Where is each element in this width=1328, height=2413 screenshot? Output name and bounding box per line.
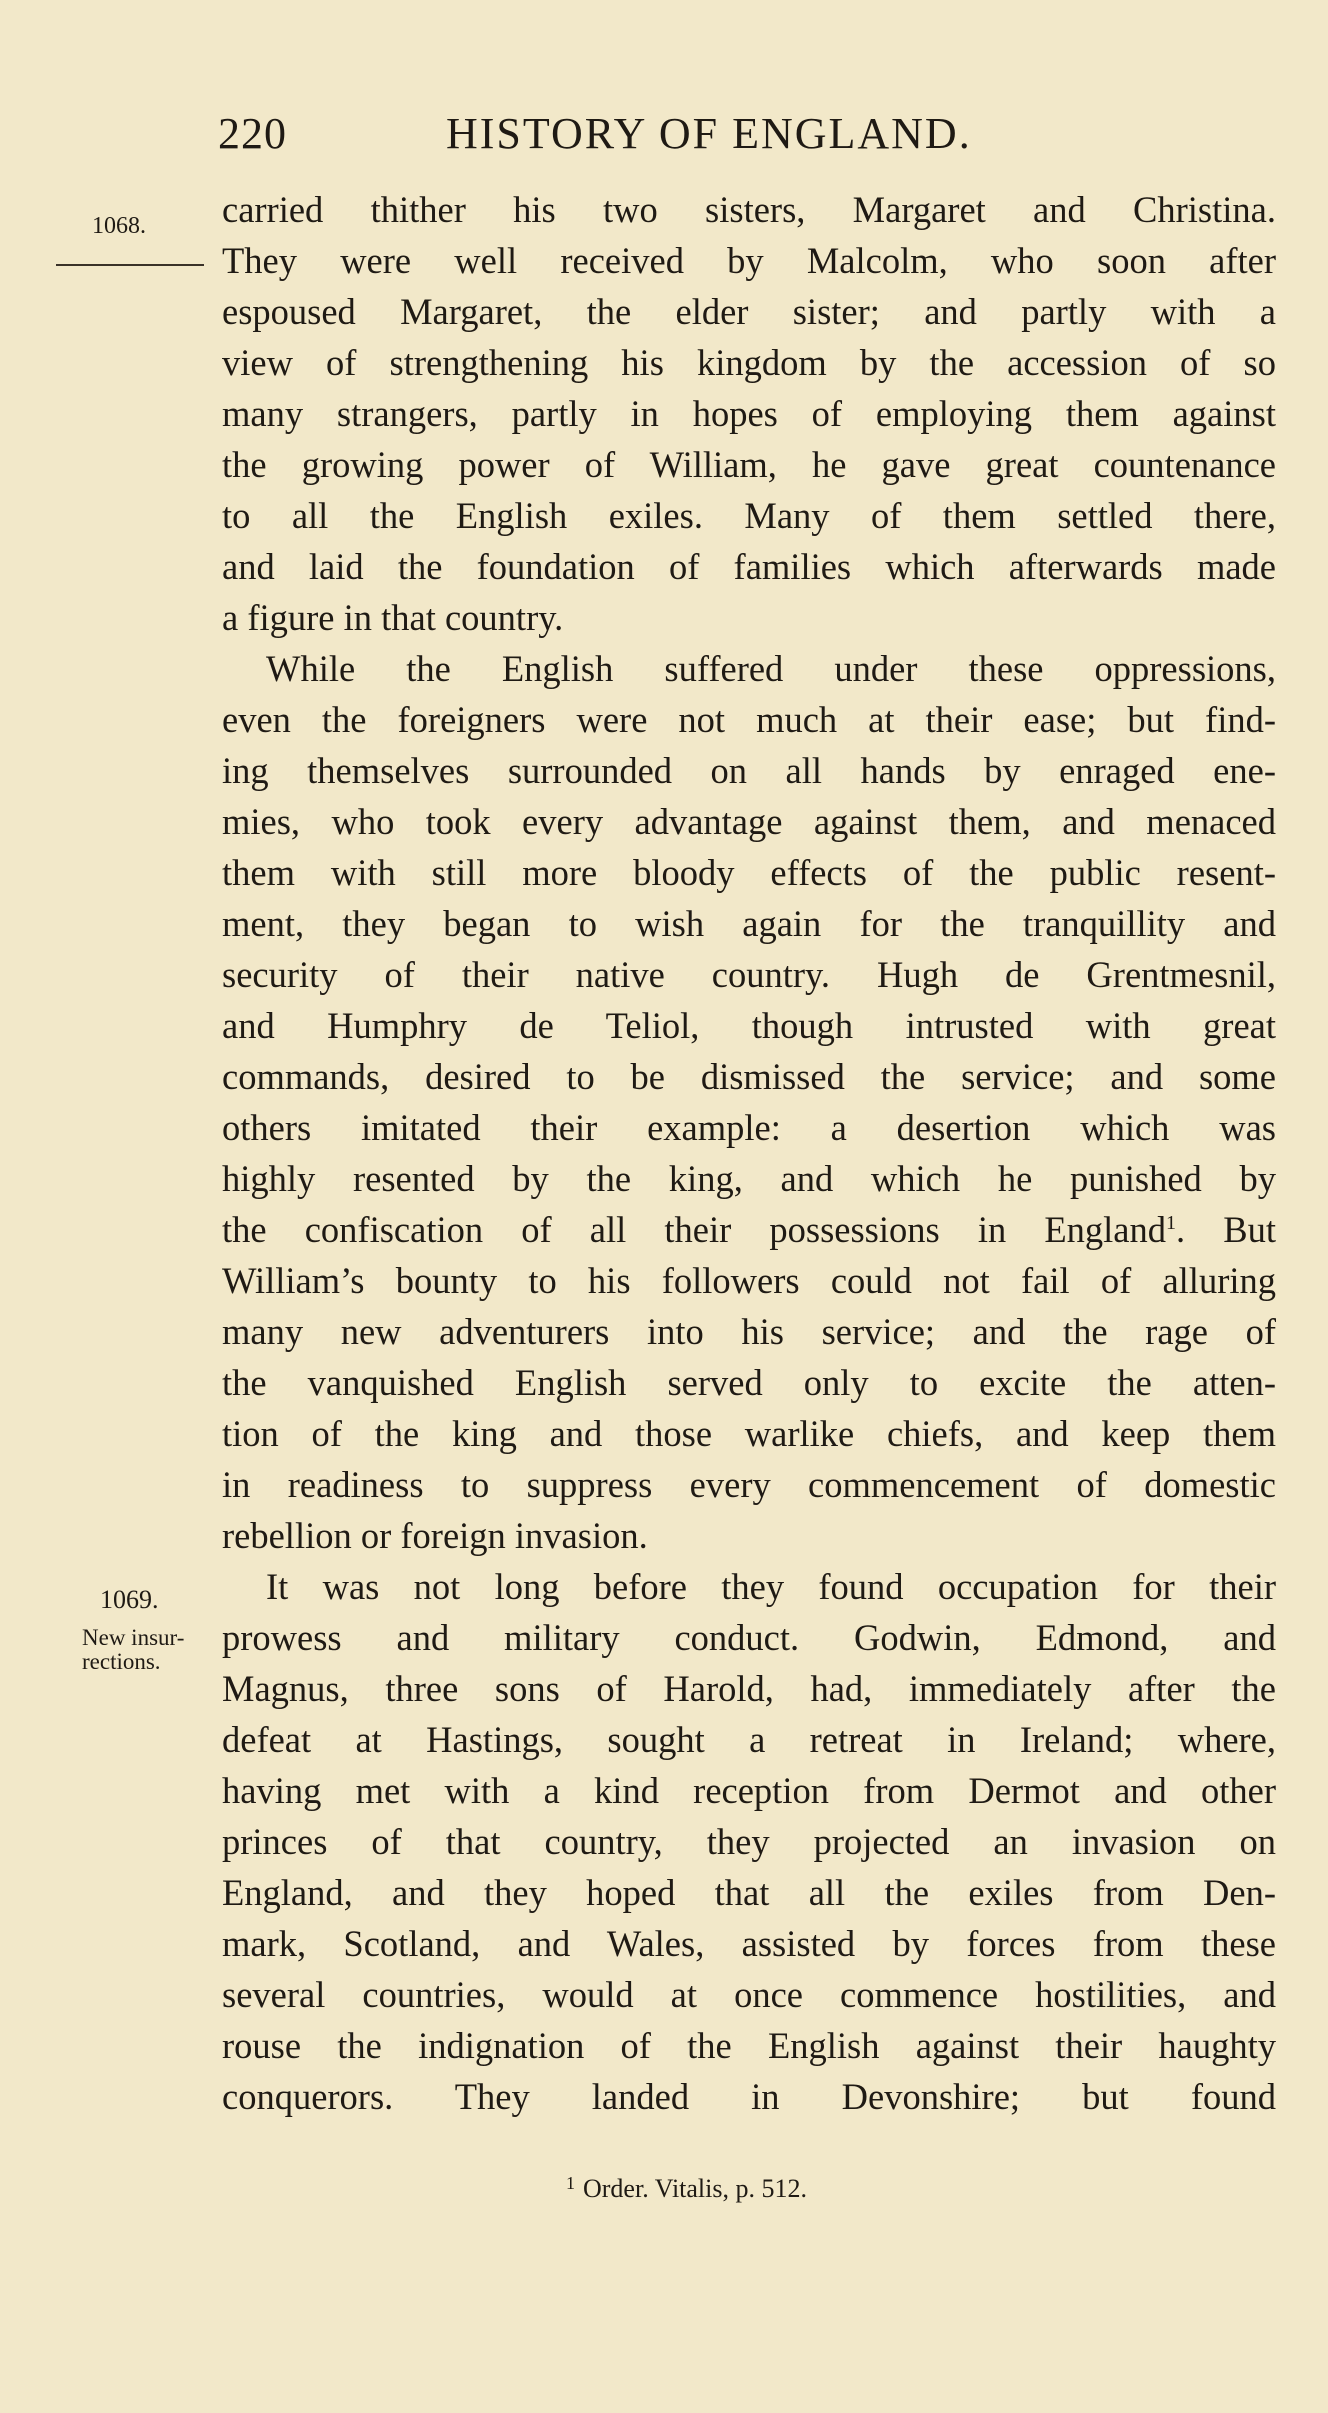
text-line: espoused Margaret, the elder sister; and partly with a — [222, 291, 1276, 332]
text-line-with-footnote — [222, 1204, 1276, 1255]
margin-rule — [56, 264, 204, 266]
text-line: highly resented by the king, and which he punished by — [222, 1158, 1276, 1199]
text-line: prowess and military conduct. Godwin, Edmond, and — [222, 1617, 1276, 1658]
sidenote-line: New insur- — [82, 1625, 185, 1650]
text-line: many strangers, partly in hopes of employing them against — [222, 393, 1276, 434]
running-head — [218, 108, 1048, 168]
text-line: a figure in that country. — [222, 597, 564, 638]
text-line-tail: . But — [1176, 1209, 1276, 1250]
footnote-text: Order. Vitalis, p. 512. — [583, 2174, 807, 2203]
footnote-ref: 1 — [1166, 1211, 1177, 1234]
margin-sidenote — [82, 1626, 202, 1674]
text-line: in readiness to suppress every commencement of domestic — [222, 1464, 1276, 1505]
footnote — [566, 2168, 807, 2204]
margin-year-1068: 1068. — [92, 213, 146, 239]
text-line: even the foreigners were not much at their ease; but find- — [222, 699, 1276, 740]
sidenote-line: rections. — [82, 1649, 161, 1674]
text-line: ing themselves surrounded on all hands by enraged ene- — [222, 750, 1276, 791]
text-line: While the English suffered under these oppressions, — [266, 648, 1276, 689]
text-line: the growing power of William, he gave great countenance — [222, 444, 1276, 485]
text-line: them with still more bloody effects of the public resent- — [222, 852, 1276, 893]
text-line: It was not long before they found occupation for their — [266, 1566, 1276, 1607]
text-line: others imitated their example: a desertion which was — [222, 1107, 1276, 1148]
page-number: 220 — [218, 109, 287, 158]
text-line: William’s bounty to his followers could not fail of alluring — [222, 1260, 1276, 1301]
text-line-head: the confiscation of all their possessions in England — [222, 1209, 1167, 1250]
text-line: carried thither his two sisters, Margaret and Christina. — [222, 189, 1276, 230]
footnote-mark: 1 — [566, 2173, 575, 2193]
page-title: HISTORY OF ENGLAND. — [446, 109, 972, 158]
text-line: the vanquished English served only to excite the atten- — [222, 1362, 1276, 1403]
text-line: princes of that country, they projected an invasion on — [222, 1821, 1276, 1862]
body-text — [222, 184, 1276, 2122]
text-line: England, and they hoped that all the exiles from Den- — [222, 1872, 1276, 1913]
text-line: mark, Scotland, and Wales, assisted by forces from these — [222, 1923, 1276, 1964]
text-line: defeat at Hastings, sought a retreat in Ireland; where, — [222, 1719, 1276, 1760]
text-line: many new adventurers into his service; and the rage of — [222, 1311, 1276, 1352]
text-line: rouse the indignation of the English against their haughty — [222, 2025, 1276, 2066]
text-line: They were well received by Malcolm, who soon after — [222, 240, 1276, 281]
text-line: ment, they began to wish again for the tranquillity and — [222, 903, 1276, 944]
text-line: several countries, would at once commence hostilities, and — [222, 1974, 1276, 2015]
text-line: to all the English exiles. Many of them settled there, — [222, 495, 1276, 536]
text-line: tion of the king and those warlike chiefs, and keep them — [222, 1413, 1276, 1454]
text-line: and Humphry de Teliol, though intrusted with great — [222, 1005, 1276, 1046]
text-line: and laid the foundation of families which afterwards made — [222, 546, 1276, 587]
text-line: Magnus, three sons of Harold, had, immediately after the — [222, 1668, 1276, 1709]
margin-year-1069: 1069. — [100, 1585, 159, 1614]
text-line: security of their native country. Hugh de Grentmesnil, — [222, 954, 1276, 995]
text-line: commands, desired to be dismissed the service; and some — [222, 1056, 1276, 1097]
text-line: mies, who took every advantage against them, and menaced — [222, 801, 1276, 842]
text-line: view of strengthening his kingdom by the accession of so — [222, 342, 1276, 383]
text-line: rebellion or foreign invasion. — [222, 1515, 648, 1556]
text-line: conquerors. They landed in Devonshire; but found — [222, 2076, 1276, 2117]
text-line: having met with a kind reception from Dermot and other — [222, 1770, 1276, 1811]
